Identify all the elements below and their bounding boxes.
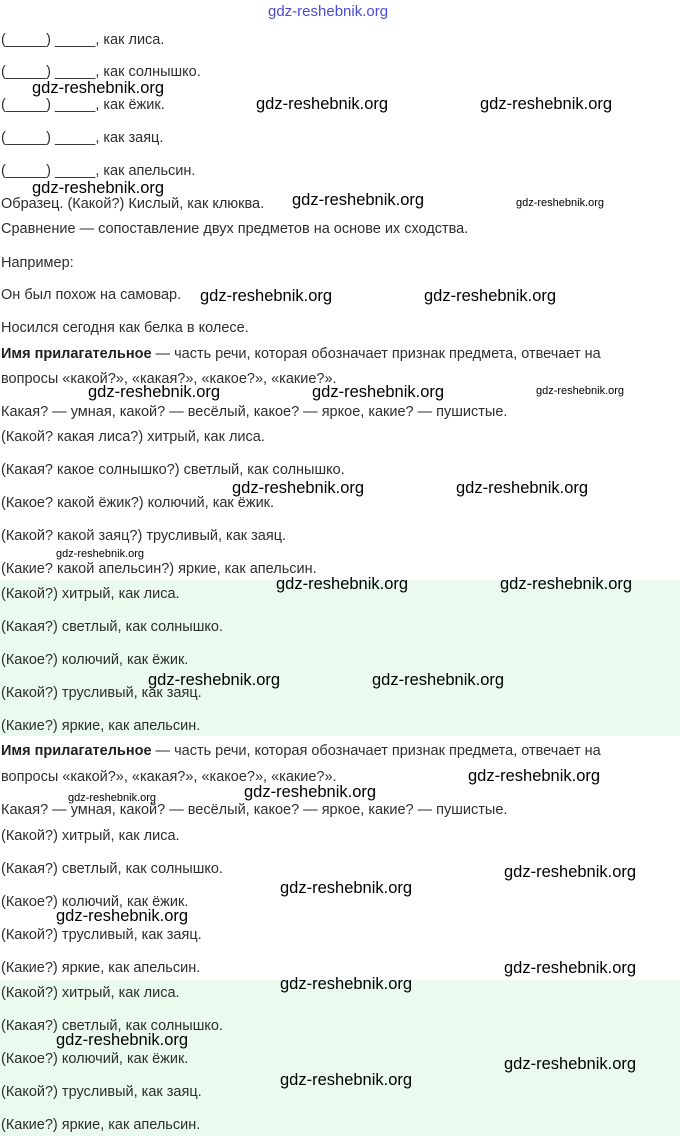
adjective-examples: Какая? — умная, какой? — весёлый, какое? — яркое, какие? — пушистые. xyxy=(1,404,508,420)
full-answer-sun: (Какая? какое солнышко?) светлый, как солнышко. xyxy=(1,462,345,478)
adjective-examples-2: Какая? — умная, какой? — весёлый, какое? — яркое, какие? — пушистые. xyxy=(1,802,508,818)
adjective-definition-2 xyxy=(1,742,601,760)
watermark: gdz-reshebnik.org xyxy=(536,385,625,397)
watermark: gdz-reshebnik.org xyxy=(56,907,189,925)
blank-line-hare: (_____) _____, как заяц. xyxy=(1,130,164,146)
watermark: gdz-reshebnik.org xyxy=(480,95,613,113)
watermark: gdz-reshebnik.org xyxy=(232,479,365,497)
example-heading: Например: xyxy=(1,255,74,271)
watermark: gdz-reshebnik.org xyxy=(504,959,637,977)
answer-hedgehog-2: (Какое?) колючий, как ёжик. xyxy=(1,894,189,910)
watermark: gdz-reshebnik.org xyxy=(504,863,637,881)
comparison-definition: Сравнение — сопоставление двух предметов на основе их сходства. xyxy=(1,221,469,237)
watermark: gdz-reshebnik.org xyxy=(468,767,601,785)
watermark: gdz-reshebnik.org xyxy=(312,383,445,401)
adjective-questions-2: вопросы «какой?», «какая?», «какое?», «какие?». xyxy=(1,769,337,785)
adjective-questions: вопросы «какой?», «какая?», «какое?», «какие?». xyxy=(1,371,337,387)
blank-line-fox: (_____) _____, как лиса. xyxy=(1,32,165,48)
full-answer-orange: (Какие? какой апельсин?) яркие, как апельсин. xyxy=(1,561,317,577)
watermark: gdz-reshebnik.org xyxy=(280,879,413,897)
answer-orange-2: (Какие?) яркие, как апельсин. xyxy=(1,960,201,976)
example-squirrel: Носился сегодня как белка в колесе. xyxy=(1,320,249,336)
watermark: gdz-reshebnik.org xyxy=(504,1055,637,1073)
adjective-definition xyxy=(1,345,601,363)
watermark: gdz-reshebnik.org xyxy=(456,479,589,497)
watermark: gdz-reshebnik.org xyxy=(32,79,165,97)
short-answer-fox: (Какой?) хитрый, как лиса. xyxy=(1,586,180,602)
watermark: gdz-reshebnik.org xyxy=(256,95,389,113)
short-answer-fox-2: (Какой?) хитрый, как лиса. xyxy=(1,985,180,1001)
watermark: gdz-reshebnik.org xyxy=(372,671,505,689)
watermark: gdz-reshebnik.org xyxy=(276,575,409,593)
watermark: gdz-reshebnik.org xyxy=(56,1031,189,1049)
watermark: gdz-reshebnik.org xyxy=(280,975,413,993)
watermark: gdz-reshebnik.org xyxy=(88,383,221,401)
watermark: gdz-reshebnik.org xyxy=(280,1071,413,1089)
adjective-term-2: Имя прилагательное xyxy=(1,743,152,759)
example-samovar: Он был похож на самовар. xyxy=(1,287,182,303)
watermark: gdz-reshebnik.org xyxy=(244,783,377,801)
adjective-definition-text-2: — часть речи, которая обозначает признак предмета, отвечает на xyxy=(151,743,601,759)
watermark: gdz-reshebnik.org xyxy=(424,287,557,305)
watermark: gdz-reshebnik.org xyxy=(68,792,157,804)
watermark: gdz-reshebnik.org xyxy=(516,197,605,209)
blank-line-orange: (_____) _____, как апельсин. xyxy=(1,163,196,179)
answer-fox-2: (Какой?) хитрый, как лиса. xyxy=(1,828,180,844)
short-answer-orange-2: (Какие?) яркие, как апельсин. xyxy=(1,1117,201,1133)
watermark: gdz-reshebnik.org xyxy=(56,548,145,560)
short-answer-hare: (Какой?) трусливый, как заяц. xyxy=(1,685,202,701)
watermark: gdz-reshebnik.org xyxy=(292,191,425,209)
watermark: gdz-reshebnik.org xyxy=(32,179,165,197)
watermark: gdz-reshebnik.org xyxy=(148,671,281,689)
short-answer-orange: (Какие?) яркие, как апельсин. xyxy=(1,718,201,734)
blank-line-hedgehog: (_____) _____, как ёжик. xyxy=(1,97,165,113)
blank-line-sun: (_____) _____, как солнышко. xyxy=(1,64,201,80)
short-answer-sun: (Какая?) светлый, как солнышко. xyxy=(1,619,223,635)
full-answer-hedgehog: (Какое? какой ёжик?) колючий, как ёжик. xyxy=(1,495,275,511)
short-answer-sun-2: (Какая?) светлый, как солнышко. xyxy=(1,1018,223,1034)
adjective-term: Имя прилагательное xyxy=(1,346,152,362)
watermark-top: gdz-reshebnik.org xyxy=(268,3,389,20)
short-answer-hare-2: (Какой?) трусливый, как заяц. xyxy=(1,1084,202,1100)
answer-sun-2: (Какая?) светлый, как солнышко. xyxy=(1,861,223,877)
sample-line: Образец. (Какой?) Кислый, как клюква. xyxy=(1,196,265,212)
short-answer-hedgehog: (Какое?) колючий, как ёжик. xyxy=(1,652,189,668)
short-answer-hedgehog-2: (Какое?) колючий, как ёжик. xyxy=(1,1051,189,1067)
full-answer-fox: (Какой? какая лиса?) хитрый, как лиса. xyxy=(1,429,265,445)
answer-hare-2: (Какой?) трусливый, как заяц. xyxy=(1,927,202,943)
watermark: gdz-reshebnik.org xyxy=(200,287,333,305)
full-answer-hare: (Какой? какой заяц?) трусливый, как заяц. xyxy=(1,528,287,544)
adjective-definition-text: — часть речи, которая обозначает признак предмета, отвечает на xyxy=(151,346,601,362)
watermark: gdz-reshebnik.org xyxy=(500,575,633,593)
